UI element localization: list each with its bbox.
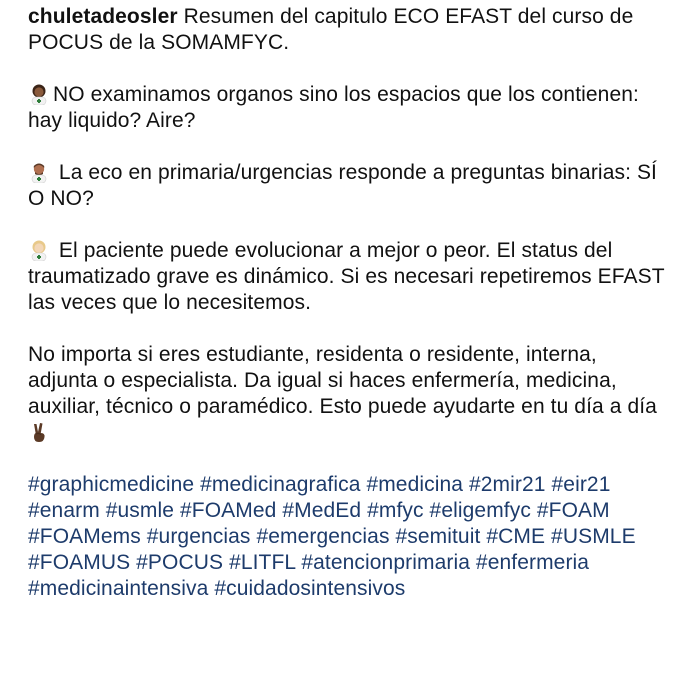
woman-health-worker-light-emoji-icon (28, 239, 50, 261)
hashtag-link[interactable]: #atencionprimaria (301, 551, 470, 574)
username-link[interactable]: chuletadeosler (28, 5, 178, 28)
hashtag-link[interactable]: #FOAMed (179, 499, 277, 522)
hashtag-link[interactable]: #CME (486, 525, 546, 548)
paragraph-1 (28, 82, 668, 134)
victory-hand-emoji-icon (28, 421, 50, 443)
hashtag-link[interactable]: #enarm (28, 499, 100, 522)
hashtag-link[interactable]: #FOAM (536, 499, 610, 522)
hashtag-link[interactable]: #cuidadosintensivos (214, 577, 406, 600)
paragraph-2-text: La eco en primaria/urgencias responde a preguntas binarias: SÍ O NO? (28, 161, 657, 210)
hashtag-link[interactable]: #eir21 (551, 473, 611, 496)
paragraph-1-text: NO examinamos organos sino los espacios que los contienen: hay liquido? Aire? (28, 83, 639, 132)
hashtag-link[interactable]: #urgencias (146, 525, 251, 548)
hashtag-link[interactable]: #mfyc (367, 499, 424, 522)
paragraph-2 (28, 160, 668, 212)
hashtag-link[interactable]: #eligemfyc (429, 499, 531, 522)
hashtag-link[interactable]: #POCUS (136, 551, 224, 574)
paragraph-3-text: El paciente puede evolucionar a mejor o peor. El status del traumatizado grave es dinámico. Si es necesari repetiremos EFAST las veces que lo necesitemos. (28, 239, 665, 314)
hashtag-link[interactable]: #FOAMems (28, 525, 141, 548)
hashtag-link[interactable]: #FOAMUS (28, 551, 131, 574)
hashtag-link[interactable]: #medicinaintensiva (28, 577, 209, 600)
closing-text: No importa si eres estudiante, residenta o residente, interna, adjunta o especialista. Da igual si haces enfermería, medicina, auxiliar, técnico o paramédico. Esto puede ayudarte en tu día a día (28, 343, 657, 418)
post-caption (28, 4, 668, 602)
caption-intro (28, 4, 668, 56)
hashtag-list (28, 472, 668, 602)
hashtag-link[interactable]: #MedEd (282, 499, 362, 522)
hashtag-link[interactable]: #LITFL (229, 551, 296, 574)
hashtag-link[interactable]: #medicinagrafica (200, 473, 361, 496)
hashtag-link[interactable]: #emergencias (256, 525, 390, 548)
man-health-worker-emoji-icon (28, 161, 50, 183)
hashtag-link[interactable]: #semituit (395, 525, 481, 548)
hashtag-link[interactable]: #enfermeria (475, 551, 590, 574)
hashtag-link[interactable]: #graphicmedicine (28, 473, 195, 496)
hashtag-link[interactable]: #medicina (366, 473, 464, 496)
hashtag-link[interactable]: #usmle (105, 499, 175, 522)
intro-text: Resumen del capitulo ECO EFAST del curso de POCUS de la SOMAMFYC. (28, 5, 634, 54)
paragraph-closing (28, 342, 668, 446)
hashtag-link[interactable]: #2mir21 (469, 473, 546, 496)
paragraph-3 (28, 238, 668, 316)
woman-health-worker-emoji-icon (28, 83, 50, 105)
hashtag-link[interactable]: #USMLE (551, 525, 636, 548)
